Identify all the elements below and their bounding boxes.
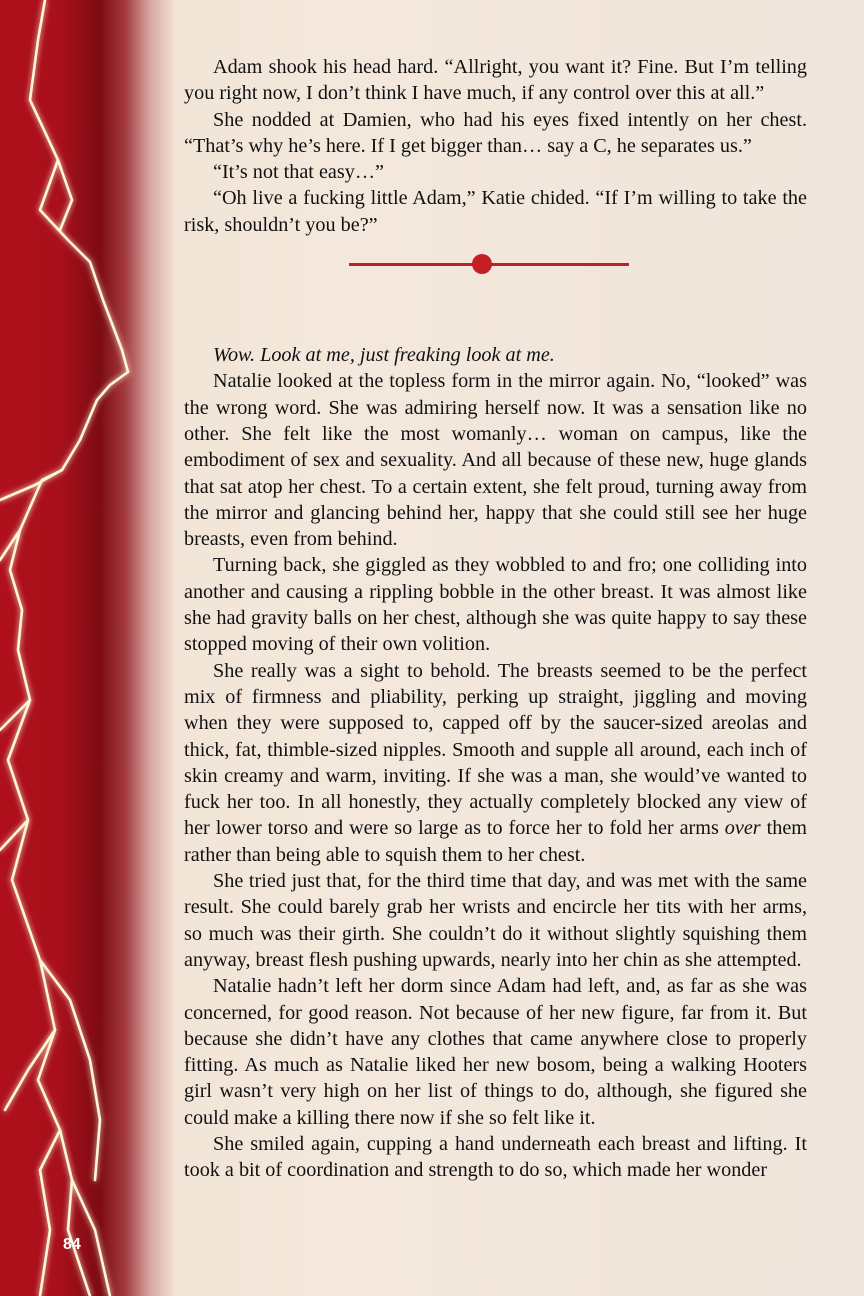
paragraph: She nodded at Damien, who had his eyes fixed intently on her chest. “That’s why he’s here. If I get bigger than… say a C, he separates us.” xyxy=(184,108,807,157)
paragraph-text: them rather than being able to squish them to her chest. xyxy=(184,817,807,866)
lightning-branch-2 xyxy=(0,470,62,500)
paragraph: “It’s not that easy…” xyxy=(213,161,384,184)
italic-thought: Wow. Look at me, just freaking look at me. xyxy=(213,344,555,367)
paragraph xyxy=(184,658,807,868)
lightning-bolt-decoration xyxy=(0,0,175,1296)
paragraph: Adam shook his head hard. “Allright, you want it? Fine. But I’m telling you right now, I don’t think I have much, if any control over this at all.” xyxy=(184,56,807,105)
lightning-main-bolt xyxy=(8,0,128,1296)
paragraph: Natalie looked at the topless form in the mirror again. No, “looked” was the wrong word. She was admiring herself now. It was a sensation like no other. She felt like the most womanly… woman on campus, like the embodiment of sex and sexuality. And all because of these new, huge glands that sat atop her chest. To a certain extent, she felt proud, turning away from the mirror and glancing behind her, happy that she could still see her huge breasts, even from behind. xyxy=(184,370,807,551)
paragraph: “Oh live a fucking little Adam,” Katie chided. “If I’m willing to take the risk, shouldn’t you be?” xyxy=(184,187,807,236)
lightning-branch-7 xyxy=(5,1030,55,1110)
scene-break-divider xyxy=(184,238,807,342)
divider-dot xyxy=(472,254,492,274)
italic-word: over xyxy=(724,817,761,840)
lightning-sidebar xyxy=(0,0,175,1296)
paragraph-text: She really was a sight to behold. The breasts seemed to be the perfect mix of firmness and pliability, perking up straight, jiggling and moving when they were supposed to, capped off by the saucer-sized areolas and thick, fat, thimble-sized nipples. Smooth and supple all around, each inch of skin creamy and warm, inviting. If she was a man, she would’ve wanted to fuck her too. In all honestly, they actually completely blocked any view of her lower torso and were so large as to force her to fold her arms xyxy=(184,659,807,840)
body-text xyxy=(184,54,807,1184)
paragraph: Turning back, she giggled as they wobbled to and fro; one colliding into another and causing a rippling bobble in the other breast. It was almost like she had gravity balls on her chest, although she was quite happy to say these stopped moving of their own volition. xyxy=(184,554,807,656)
paragraph: She tried just that, for the third time that day, and was met with the same result. She could barely grab her wrists and encircle her tits with her arms, so much was their girth. She couldn’t do it without slightly squishing them anyway, breast flesh pushing upwards, nearly into her chin as she attempted. xyxy=(184,870,807,971)
paragraph: Natalie hadn’t left her dorm since Adam had left, and, as far as she was concerned, for good reason. Not because of her new figure, far from it. But because she didn’t have any clothes that came anywhere close to properly fitting. As much as Natalie liked her new bosom, being a walking Hooters girl wasn’t very high on her list of things to do, although, she figured she could make a killing there now if she so felt like it. xyxy=(184,975,807,1129)
page-number: 84 xyxy=(63,1236,81,1253)
lightning-branch-1 xyxy=(58,160,72,230)
lightning-branch-6 xyxy=(40,960,100,1180)
italic-opening xyxy=(184,342,807,368)
paragraph: She smiled again, cupping a hand underneath each breast and lifting. It took a bit of coordination and strength to do so, which made her wonder xyxy=(184,1132,807,1182)
lightning-branch-8 xyxy=(40,1130,60,1296)
